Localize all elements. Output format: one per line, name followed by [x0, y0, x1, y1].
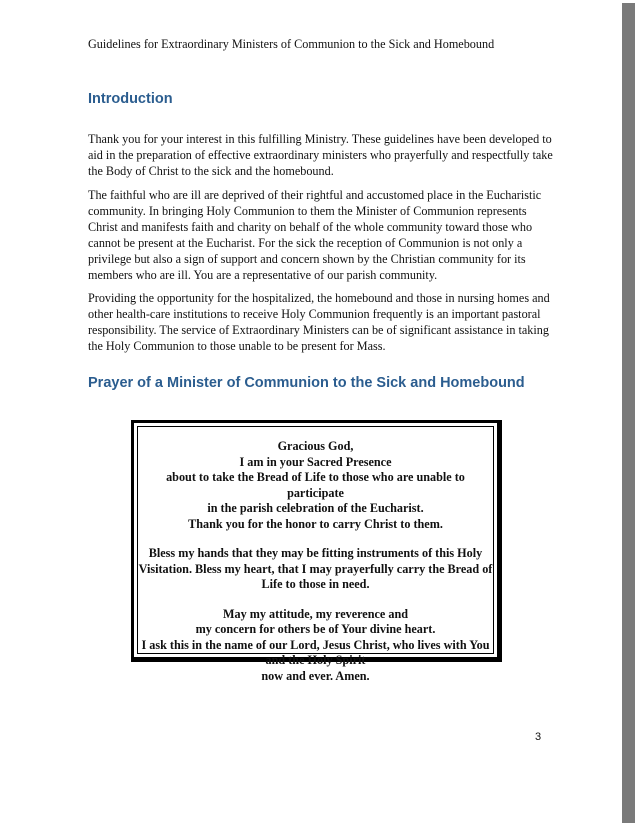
prayer-line: my concern for others be of Your divine heart. — [195, 622, 436, 636]
intro-paragraph-1: Thank you for your interest in this fulfilling Ministry. These guidelines have been developed to aid in the preparation of effective extraordinary ministers who prayerfully and respectfully take the Body of Christ to the sick and the homebound. — [88, 132, 553, 178]
prayer-line: Visitation. Bless my heart, that I may prayerfully carry the Bread of — [138, 561, 493, 576]
prayer-line: Life to those in need. — [261, 577, 370, 591]
prayer-text — [137, 426, 494, 683]
prayer-line: and the Holy Spirit — [265, 653, 366, 667]
scrollbar[interactable] — [622, 3, 635, 823]
prayer-line: about to take the Bread of Life to those who are unable to participate — [166, 470, 465, 500]
prayer-line: now and ever. Amen. — [261, 668, 370, 683]
prayer-stanza-2 — [138, 546, 493, 593]
prayer-stanza-3 — [138, 607, 493, 685]
page-number: 3 — [535, 731, 542, 743]
prayer-line: May my attitude, my reverence and — [222, 606, 409, 621]
prayer-line: in the parish celebration of the Eucharist. — [207, 501, 424, 515]
prayer-heading: Prayer of a Minister of Communion to the Sick and Homebound — [88, 375, 525, 391]
page-header: Guidelines for Extraordinary Ministers of Communion to the Sick and Homebound — [88, 37, 495, 51]
prayer-line: I am in your Sacred Presence — [239, 454, 392, 469]
intro-paragraph-3: Providing the opportunity for the hospitalized, the homebound and those in nursing homes and other health-care institutions to receive Holy Communion frequently is an important pastoral responsibility. The service of Extraordinary Ministers can be of significant assistance in taking the Holy Communion to those unable to be present for Mass. — [88, 291, 550, 353]
prayer-line: Thank you for the honor to carry Christ to them. — [188, 516, 443, 531]
prayer-stanza-1 — [138, 439, 493, 532]
prayer-line: I ask this in the name of our Lord, Jesus Christ, who lives with You — [141, 637, 490, 652]
intro-paragraph-2: The faithful who are ill are deprived of their rightful and accustomed place in the Eucharistic community. In bringing Holy Communion to them the Minister of Communion represents Christ and manifests faith and charity on behalf of the whole community toward those who cannot be present at the Eucharist. For the sick the reception of Communion is not only a privilege but also a sign of support and concern shown by the Christian community for its members who are ill. You are a representative of our parish community. — [88, 188, 542, 282]
prayer-line: Bless my hands that they may be fitting instruments of this Holy — [148, 546, 483, 560]
prayer-box — [131, 420, 502, 683]
prayer-line: Gracious God, — [277, 439, 354, 453]
introduction-heading: Introduction — [88, 91, 173, 107]
